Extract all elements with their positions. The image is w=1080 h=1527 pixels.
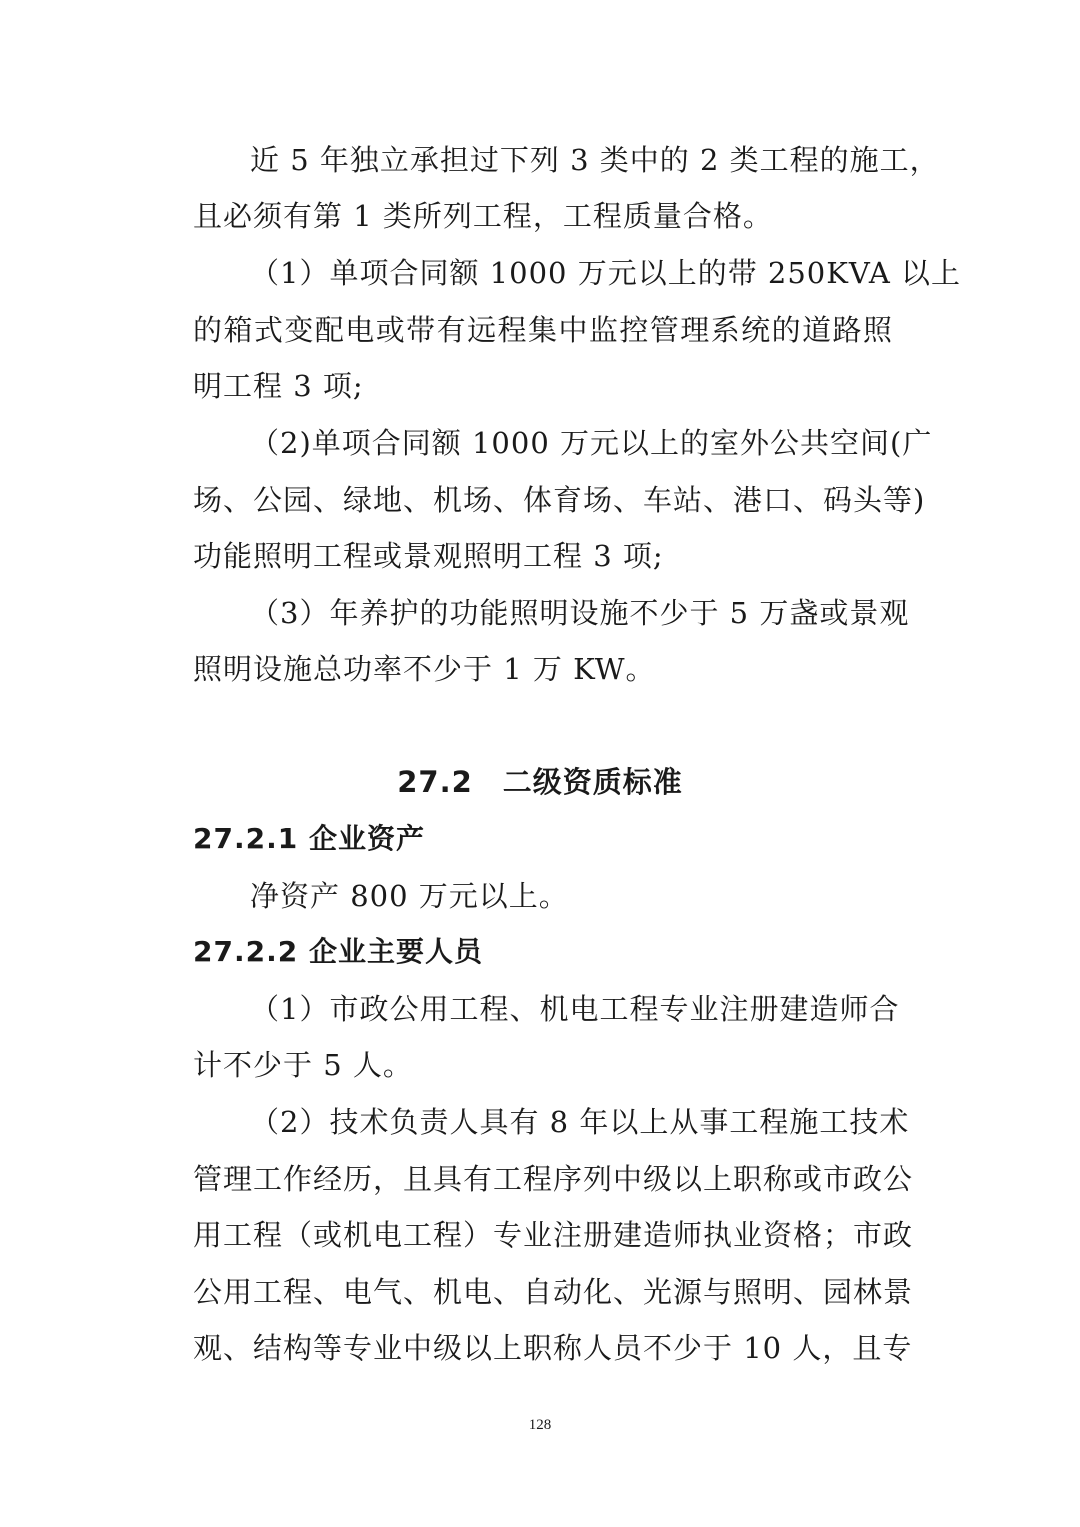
section-title: 27.2 二级资质标准 [397, 765, 683, 799]
personnel-item-2-line-2: 管理工作经历，且具有工程序列中级以上职称或市政公 [193, 1162, 914, 1196]
intro-line-1: 近 5 年独立承担过下列 3 类中的 2 类工程的施工， [250, 143, 940, 177]
page-number: 128 [528, 1417, 552, 1433]
item-2-line-3: 功能照明工程或景观照明工程 3 项; [193, 539, 664, 573]
item-1-line-2: 的箱式变配电或带有远程集中监控管理系统的道路照 [193, 313, 893, 347]
item-2-line-1: （2)单项合同额 1000 万元以上的室外公共空间(广 [250, 426, 933, 460]
item-3-line-1: （3）年养护的功能照明设施不少于 5 万盏或景观 [250, 596, 910, 630]
personnel-item-2-line-5: 观、结构等专业中级以上职称人员不少于 10 人，且专 [193, 1331, 913, 1365]
personnel-item-2-line-4: 公用工程、电气、机电、自动化、光源与照明、园林景 [193, 1275, 914, 1309]
item-1-line-3: 明工程 3 项; [193, 369, 364, 403]
item-2-line-2: 场、公园、绿地、机场、体育场、车站、港口、码头等) [193, 483, 926, 517]
personnel-item-2-line-1: （2）技术负责人具有 8 年以上从事工程施工技术 [250, 1105, 910, 1139]
personnel-item-1-line-1: （1）市政公用工程、机电工程专业注册建造师合 [250, 992, 900, 1026]
assets-text: 净资产 800 万元以上。 [250, 879, 569, 913]
intro-line-2: 且必须有第 1 类所列工程，工程质量合格。 [193, 199, 773, 233]
subsection-heading-assets: 27.2.1 企业资产 [193, 822, 425, 855]
personnel-item-1-line-2: 计不少于 5 人。 [193, 1048, 413, 1082]
item-3-line-2: 照明设施总功率不少于 1 万 KW。 [193, 652, 656, 686]
subsection-heading-personnel: 27.2.2 企业主要人员 [193, 935, 483, 968]
item-1-line-1: （1）单项合同额 1000 万元以上的带 250KVA 以上 [250, 256, 962, 290]
personnel-item-2-line-3: 用工程（或机电工程）专业注册建造师执业资格；市政 [193, 1218, 914, 1252]
